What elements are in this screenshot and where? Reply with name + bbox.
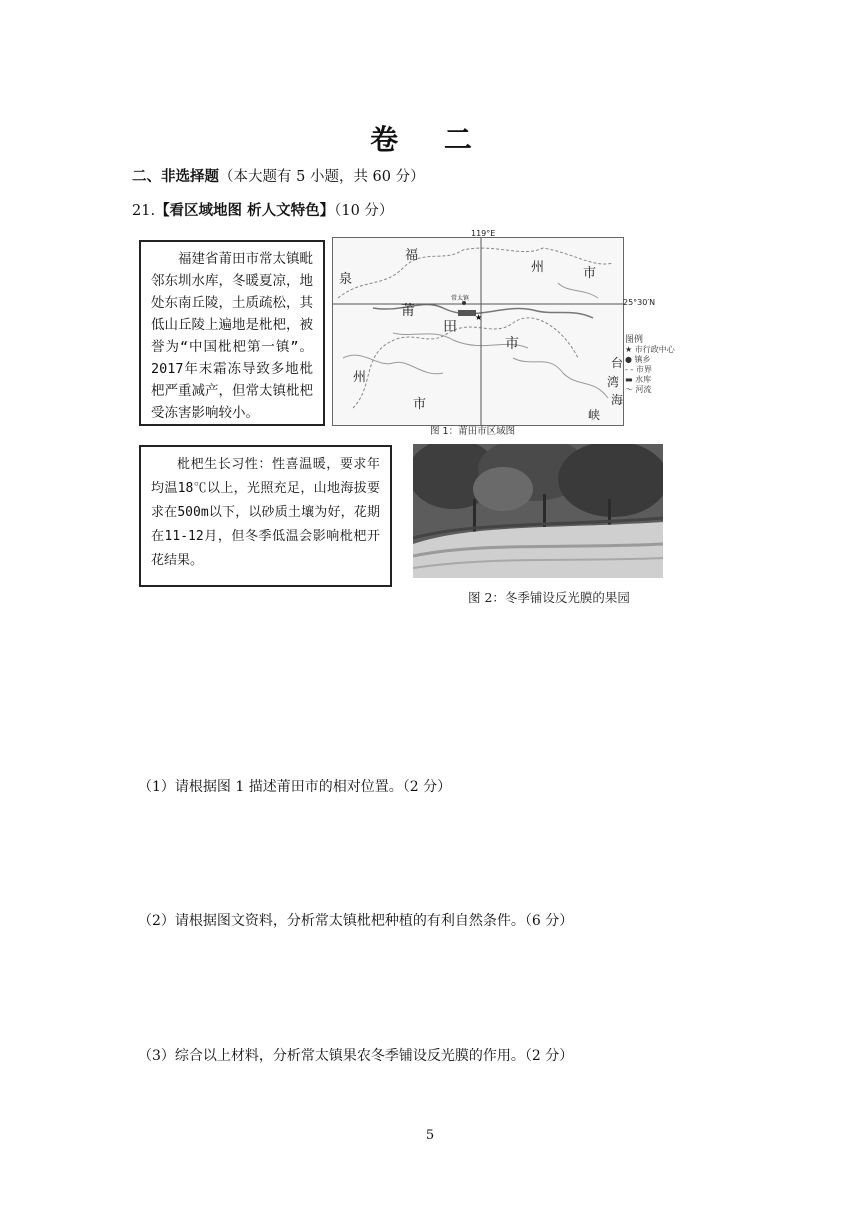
material-1-text: 福建省莆田市常太镇毗邻东圳水库，冬暖夏凉，地处东南丘陵，土质疏松，其低山丘陵上遍地是枇杷，被誉为“中国枇杷第一镇”。2017年末霜冻导致多地枇杷严重减产，但常太镇枇杷受冻害影响较小。 xyxy=(151,251,313,421)
section-label: 二、非选择题 xyxy=(132,169,219,185)
lon-label: 119°E xyxy=(471,229,496,238)
figure-2-caption: 图 2：冬季铺设反光膜的果园 xyxy=(468,590,630,605)
map-label-tai: 台 xyxy=(611,356,624,370)
material-2-text: 枇杷生长习性：性喜温暖，要求年均温18℃以上，光照充足，山地海拔要求在500m以下，以砂质土壤为好，花期在11-12月，但冬季低温会影响枇杷开花结果。 xyxy=(151,457,380,568)
reservoir-icon: ▬ xyxy=(625,375,636,384)
map-label-shi2: 市 xyxy=(505,336,519,352)
reservoir-shape xyxy=(458,310,476,316)
map-label-xia: 峡 xyxy=(588,408,601,422)
section-heading xyxy=(132,165,425,186)
map-label-zhou: 州 xyxy=(531,260,545,275)
material-box-1 xyxy=(139,240,325,426)
question-score: （10 分） xyxy=(334,203,394,219)
section-note: （本大题有 5 小题，共 60 分） xyxy=(219,169,425,185)
question-3: （3）综合以上材料，分析常太镇果农冬季铺设反光膜的作用。（2 分） xyxy=(138,1048,574,1064)
page-number: 5 xyxy=(425,1128,435,1143)
map-label-pu: 莆 xyxy=(401,303,415,319)
map-label-shi3: 市 xyxy=(413,397,427,412)
map-legend xyxy=(625,335,675,395)
orchard-photo xyxy=(413,444,663,578)
legend-item-admin: ★ 市行政中心 xyxy=(625,345,675,354)
legend-title: 图例 xyxy=(625,335,644,345)
page-title: 卷 二 xyxy=(370,123,490,156)
question-number: 21. xyxy=(132,203,156,219)
question-topic: 【看区域地图 析人文特色】 xyxy=(155,203,335,219)
town-label: 常太镇 xyxy=(451,295,470,302)
question-heading xyxy=(132,199,393,220)
dot-icon: ● xyxy=(625,355,635,364)
map-label-shi: 市 xyxy=(583,266,597,281)
map-label-fu: 福 xyxy=(405,248,419,263)
question-2: （2）请根据图文资料，分析常太镇枇杷种植的有利自然条件。（6 分） xyxy=(138,913,574,929)
map-label-quan: 泉 xyxy=(339,272,353,287)
map-label-wan: 湾 xyxy=(607,375,620,389)
legend-item-boundary: - - 市界 xyxy=(625,365,652,374)
admin-center-icon: ★ xyxy=(475,313,483,322)
river-icon: 〜 xyxy=(625,385,636,394)
material-box-2 xyxy=(139,445,392,587)
legend-item-town: ● 镇乡 xyxy=(625,355,651,364)
dashed-line-icon: - - xyxy=(625,365,636,374)
lat-label: 25°30′N xyxy=(623,298,656,307)
star-icon: ★ xyxy=(625,345,635,354)
map-drawing xyxy=(333,238,623,425)
map-label-tian: 田 xyxy=(443,319,457,335)
map-label-hai: 海 xyxy=(611,393,624,407)
map-label-zhou2: 州 xyxy=(353,370,367,385)
orchard-photo-drawing xyxy=(413,444,663,578)
figure-1-caption: 图 1：莆田市区域图 xyxy=(430,426,516,437)
question-1: （1）请根据图 1 描述莆田市的相对位置。（2 分） xyxy=(138,779,452,795)
legend-item-reservoir: ▬ 水库 xyxy=(625,375,652,384)
legend-item-river: 〜 河流 xyxy=(625,385,652,394)
